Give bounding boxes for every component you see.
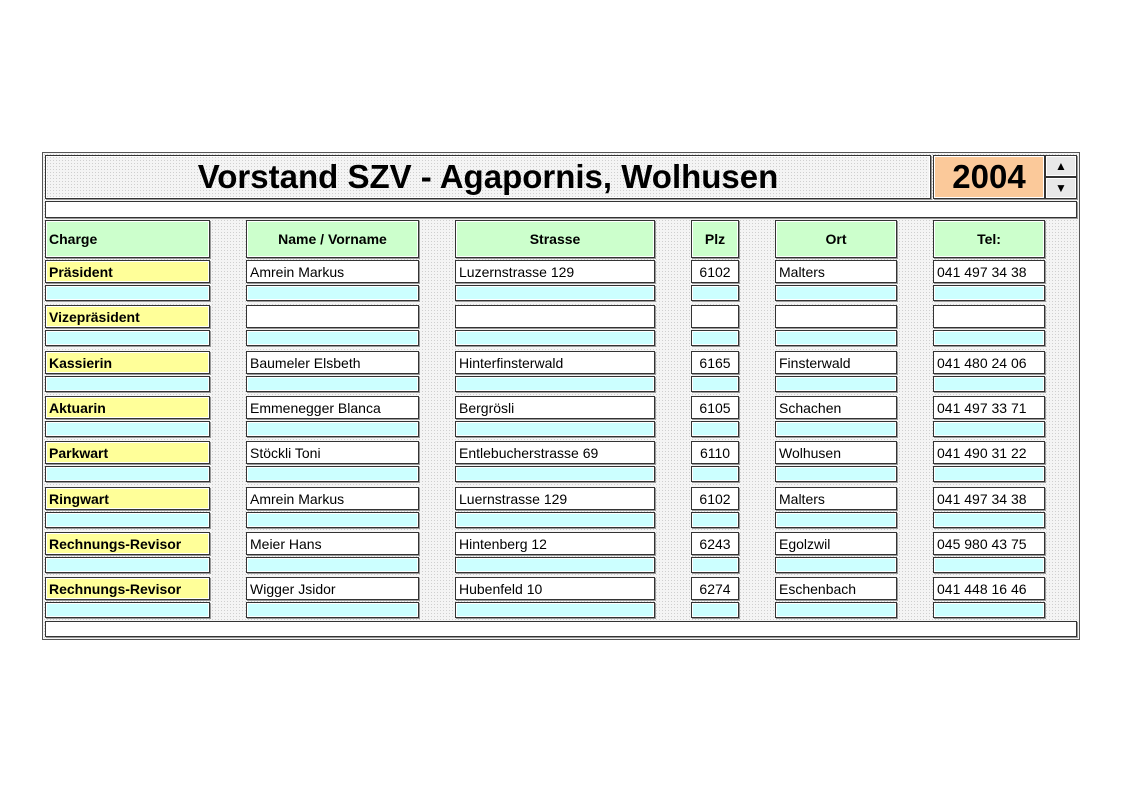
row-6-plz[interactable]: 6102 <box>691 487 739 510</box>
row-3-plz-spacer <box>691 376 739 392</box>
row-4-plz-spacer <box>691 421 739 437</box>
row-2-strasse-spacer <box>455 330 655 346</box>
row-1-name[interactable]: Amrein Markus <box>246 260 419 283</box>
row-4-plz[interactable]: 6105 <box>691 396 739 419</box>
row-3-charge: Kassierin <box>45 351 210 374</box>
arrow-up-icon: ▲ <box>1055 159 1067 173</box>
row-2-ort[interactable] <box>775 305 897 328</box>
row-6-tel-spacer <box>933 512 1045 528</box>
row-1-name-spacer <box>246 285 419 301</box>
footer-bar <box>45 621 1077 637</box>
row-8-tel-spacer <box>933 602 1045 618</box>
row-4-tel-spacer <box>933 421 1045 437</box>
row-3-charge-spacer <box>45 376 210 392</box>
row-2-charge: Vizepräsident <box>45 305 210 328</box>
row-4-name[interactable]: Emmenegger Blanca <box>246 396 419 419</box>
row-3-tel-spacer <box>933 376 1045 392</box>
row-1-ort[interactable]: Malters <box>775 260 897 283</box>
row-6-tel[interactable]: 041 497 34 38 <box>933 487 1045 510</box>
row-4-strasse-spacer <box>455 421 655 437</box>
year-field[interactable]: 2004 <box>933 155 1045 199</box>
row-2-name-spacer <box>246 330 419 346</box>
row-8-plz-spacer <box>691 602 739 618</box>
row-5-plz-spacer <box>691 466 739 482</box>
row-1-tel[interactable]: 041 497 34 38 <box>933 260 1045 283</box>
row-1-plz-spacer <box>691 285 739 301</box>
row-7-charge-spacer <box>45 557 210 573</box>
row-1-plz[interactable]: 6102 <box>691 260 739 283</box>
row-1-strasse-spacer <box>455 285 655 301</box>
row-5-charge-spacer <box>45 466 210 482</box>
row-6-charge: Ringwart <box>45 487 210 510</box>
row-8-ort-spacer <box>775 602 897 618</box>
row-3-name-spacer <box>246 376 419 392</box>
row-4-ort[interactable]: Schachen <box>775 396 897 419</box>
row-3-strasse[interactable]: Hinterfinsterwald <box>455 351 655 374</box>
row-7-plz-spacer <box>691 557 739 573</box>
row-8-ort[interactable]: Eschenbach <box>775 577 897 600</box>
row-6-name-spacer <box>246 512 419 528</box>
row-8-plz[interactable]: 6274 <box>691 577 739 600</box>
row-3-strasse-spacer <box>455 376 655 392</box>
row-4-strasse[interactable]: Bergrösli <box>455 396 655 419</box>
row-5-strasse[interactable]: Entlebucherstrasse 69 <box>455 441 655 464</box>
row-5-name-spacer <box>246 466 419 482</box>
row-8-charge-spacer <box>45 602 210 618</box>
row-2-tel-spacer <box>933 330 1045 346</box>
row-5-name[interactable]: Stöckli Toni <box>246 441 419 464</box>
row-6-name[interactable]: Amrein Markus <box>246 487 419 510</box>
title-divider <box>45 201 1077 218</box>
header-tel: Tel: <box>933 220 1045 258</box>
page-title: Vorstand SZV - Agapornis, Wolhusen <box>45 155 931 199</box>
row-6-strasse[interactable]: Luernstrasse 129 <box>455 487 655 510</box>
row-5-ort-spacer <box>775 466 897 482</box>
row-4-name-spacer <box>246 421 419 437</box>
row-7-charge: Rechnungs-Revisor <box>45 532 210 555</box>
row-7-strasse-spacer <box>455 557 655 573</box>
row-6-plz-spacer <box>691 512 739 528</box>
row-1-charge: Präsident <box>45 260 210 283</box>
row-7-strasse[interactable]: Hintenberg 12 <box>455 532 655 555</box>
row-3-plz[interactable]: 6165 <box>691 351 739 374</box>
row-5-plz[interactable]: 6110 <box>691 441 739 464</box>
row-8-strasse-spacer <box>455 602 655 618</box>
row-6-charge-spacer <box>45 512 210 528</box>
row-5-ort[interactable]: Wolhusen <box>775 441 897 464</box>
row-1-strasse[interactable]: Luzernstrasse 129 <box>455 260 655 283</box>
row-4-tel[interactable]: 041 497 33 71 <box>933 396 1045 419</box>
row-2-name[interactable] <box>246 305 419 328</box>
row-3-name[interactable]: Baumeler Elsbeth <box>246 351 419 374</box>
row-4-charge: Aktuarin <box>45 396 210 419</box>
row-4-ort-spacer <box>775 421 897 437</box>
committee-form <box>42 152 1080 640</box>
row-5-strasse-spacer <box>455 466 655 482</box>
row-7-ort-spacer <box>775 557 897 573</box>
header-plz: Plz <box>691 220 739 258</box>
row-7-tel[interactable]: 045 980 43 75 <box>933 532 1045 555</box>
header-name: Name / Vorname <box>246 220 419 258</box>
row-7-name-spacer <box>246 557 419 573</box>
row-5-tel[interactable]: 041 490 31 22 <box>933 441 1045 464</box>
row-8-charge: Rechnungs-Revisor <box>45 577 210 600</box>
row-7-ort[interactable]: Egolzwil <box>775 532 897 555</box>
row-2-plz[interactable] <box>691 305 739 328</box>
row-3-ort[interactable]: Finsterwald <box>775 351 897 374</box>
row-1-charge-spacer <box>45 285 210 301</box>
year-down-button[interactable] <box>1045 177 1077 199</box>
header-ort: Ort <box>775 220 897 258</box>
row-6-ort[interactable]: Malters <box>775 487 897 510</box>
row-2-strasse[interactable] <box>455 305 655 328</box>
row-6-ort-spacer <box>775 512 897 528</box>
row-4-charge-spacer <box>45 421 210 437</box>
row-8-strasse[interactable]: Hubenfeld 10 <box>455 577 655 600</box>
row-8-tel[interactable]: 041 448 16 46 <box>933 577 1045 600</box>
arrow-down-icon: ▼ <box>1055 181 1067 195</box>
row-5-tel-spacer <box>933 466 1045 482</box>
row-2-charge-spacer <box>45 330 210 346</box>
row-5-charge: Parkwart <box>45 441 210 464</box>
header-charge: Charge <box>45 220 210 258</box>
row-8-name[interactable]: Wigger Jsidor <box>246 577 419 600</box>
row-2-plz-spacer <box>691 330 739 346</box>
year-up-button[interactable] <box>1045 155 1077 177</box>
row-8-name-spacer <box>246 602 419 618</box>
row-3-tel[interactable]: 041 480 24 06 <box>933 351 1045 374</box>
row-1-ort-spacer <box>775 285 897 301</box>
row-2-tel[interactable] <box>933 305 1045 328</box>
row-6-strasse-spacer <box>455 512 655 528</box>
row-3-ort-spacer <box>775 376 897 392</box>
row-1-tel-spacer <box>933 285 1045 301</box>
row-7-plz[interactable]: 6243 <box>691 532 739 555</box>
row-7-tel-spacer <box>933 557 1045 573</box>
header-strasse: Strasse <box>455 220 655 258</box>
row-2-ort-spacer <box>775 330 897 346</box>
row-7-name[interactable]: Meier Hans <box>246 532 419 555</box>
